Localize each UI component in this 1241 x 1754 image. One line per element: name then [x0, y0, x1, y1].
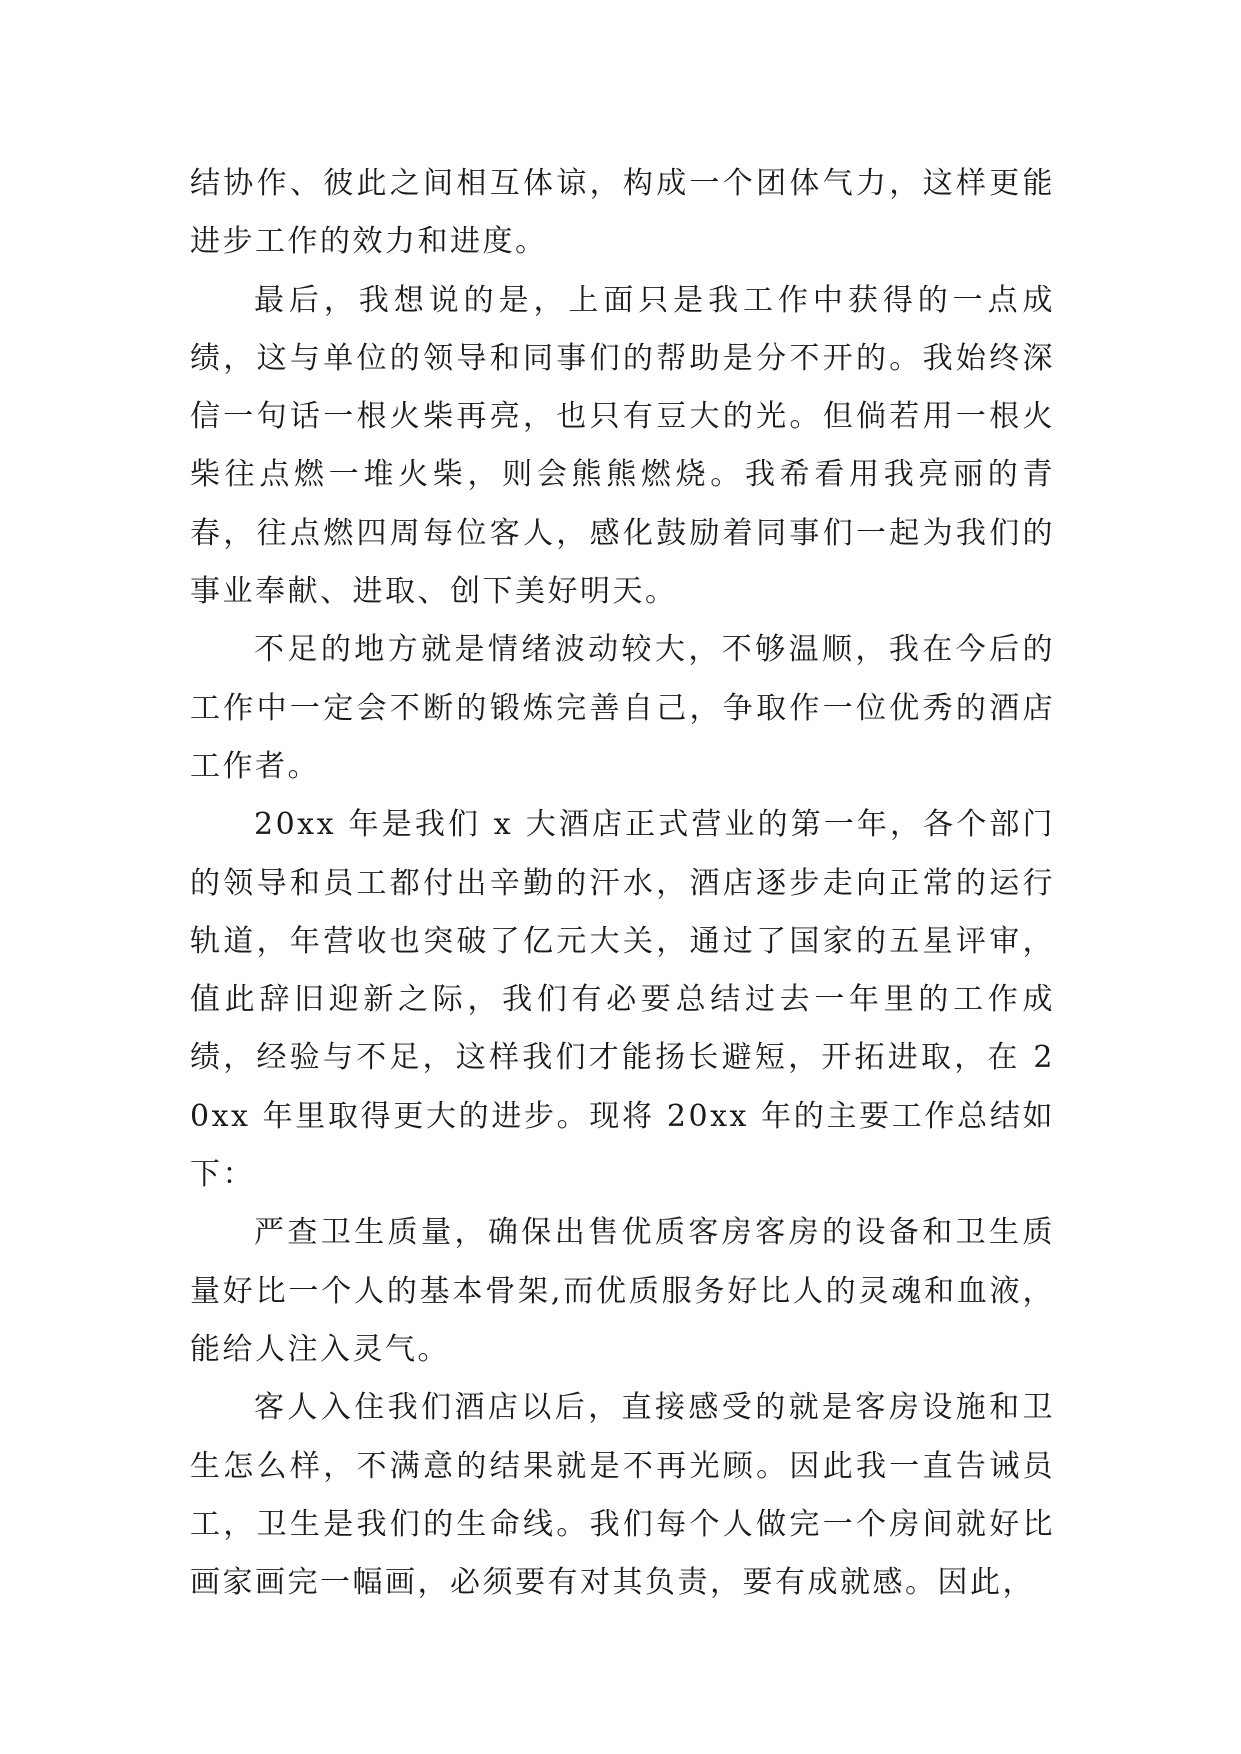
paragraph-1: 结协作、彼此之间相互体谅，构成一个团体气力，这样更能进步工作的效力和进度。 — [190, 166, 1055, 260]
paragraph-6: 客人入住我们酒店以后，直接感受的就是客房设施和卫生怎么样，不满意的结果就是不再光顾。因此我一直告诫员工，卫生是我们的生命线。我们每个人做完一个房间就好比画家画完一幅画，必须要有对其负责，要有成就感。因此， — [190, 1390, 1055, 1601]
paragraph-2: 最后，我想说的是，上面只是我工作中获得的一点成绩，这与单位的领导和同事们的帮助是分不开的。我始终深信一句话一根火柴再亮，也只有豆大的光。但倘若用一根火柴往点燃一堆火柴，则会熊熊燃烧。我希看用我亮丽的青春，往点燃四周每位客人，感化鼓励着同事们一起为我们的事业奉献、进取、创下美好明天。 — [190, 282, 1055, 610]
paragraph-4: 20xx 年是我们 x 大酒店正式营业的第一年，各个部门的领导和员工都付出辛勤的汗水，酒店逐步走向正常的运行轨道，年营收也突破了亿元大关，通过了国家的五星评审，值此辞旧迎新之际，我们有必要总结过去一年里的工作成绩，经验与不足，这样我们才能扬长避短，开拓进取，在 20xx 年里取得更大的进步。现将 20xx 年的主要工作总结如下： — [190, 807, 1055, 1193]
paragraph-5: 严查卫生质量，确保出售优质客房客房的设备和卫生质量好比一个人的基本骨架,而优质服务好比人的灵魂和血液，能给人注入灵气。 — [190, 1215, 1055, 1367]
paragraph-3: 不足的地方就是情绪波动较大，不够温顺，我在今后的工作中一定会不断的锻炼完善自己，争取作一位优秀的酒店工作者。 — [190, 632, 1055, 784]
document-body — [190, 155, 1055, 1612]
